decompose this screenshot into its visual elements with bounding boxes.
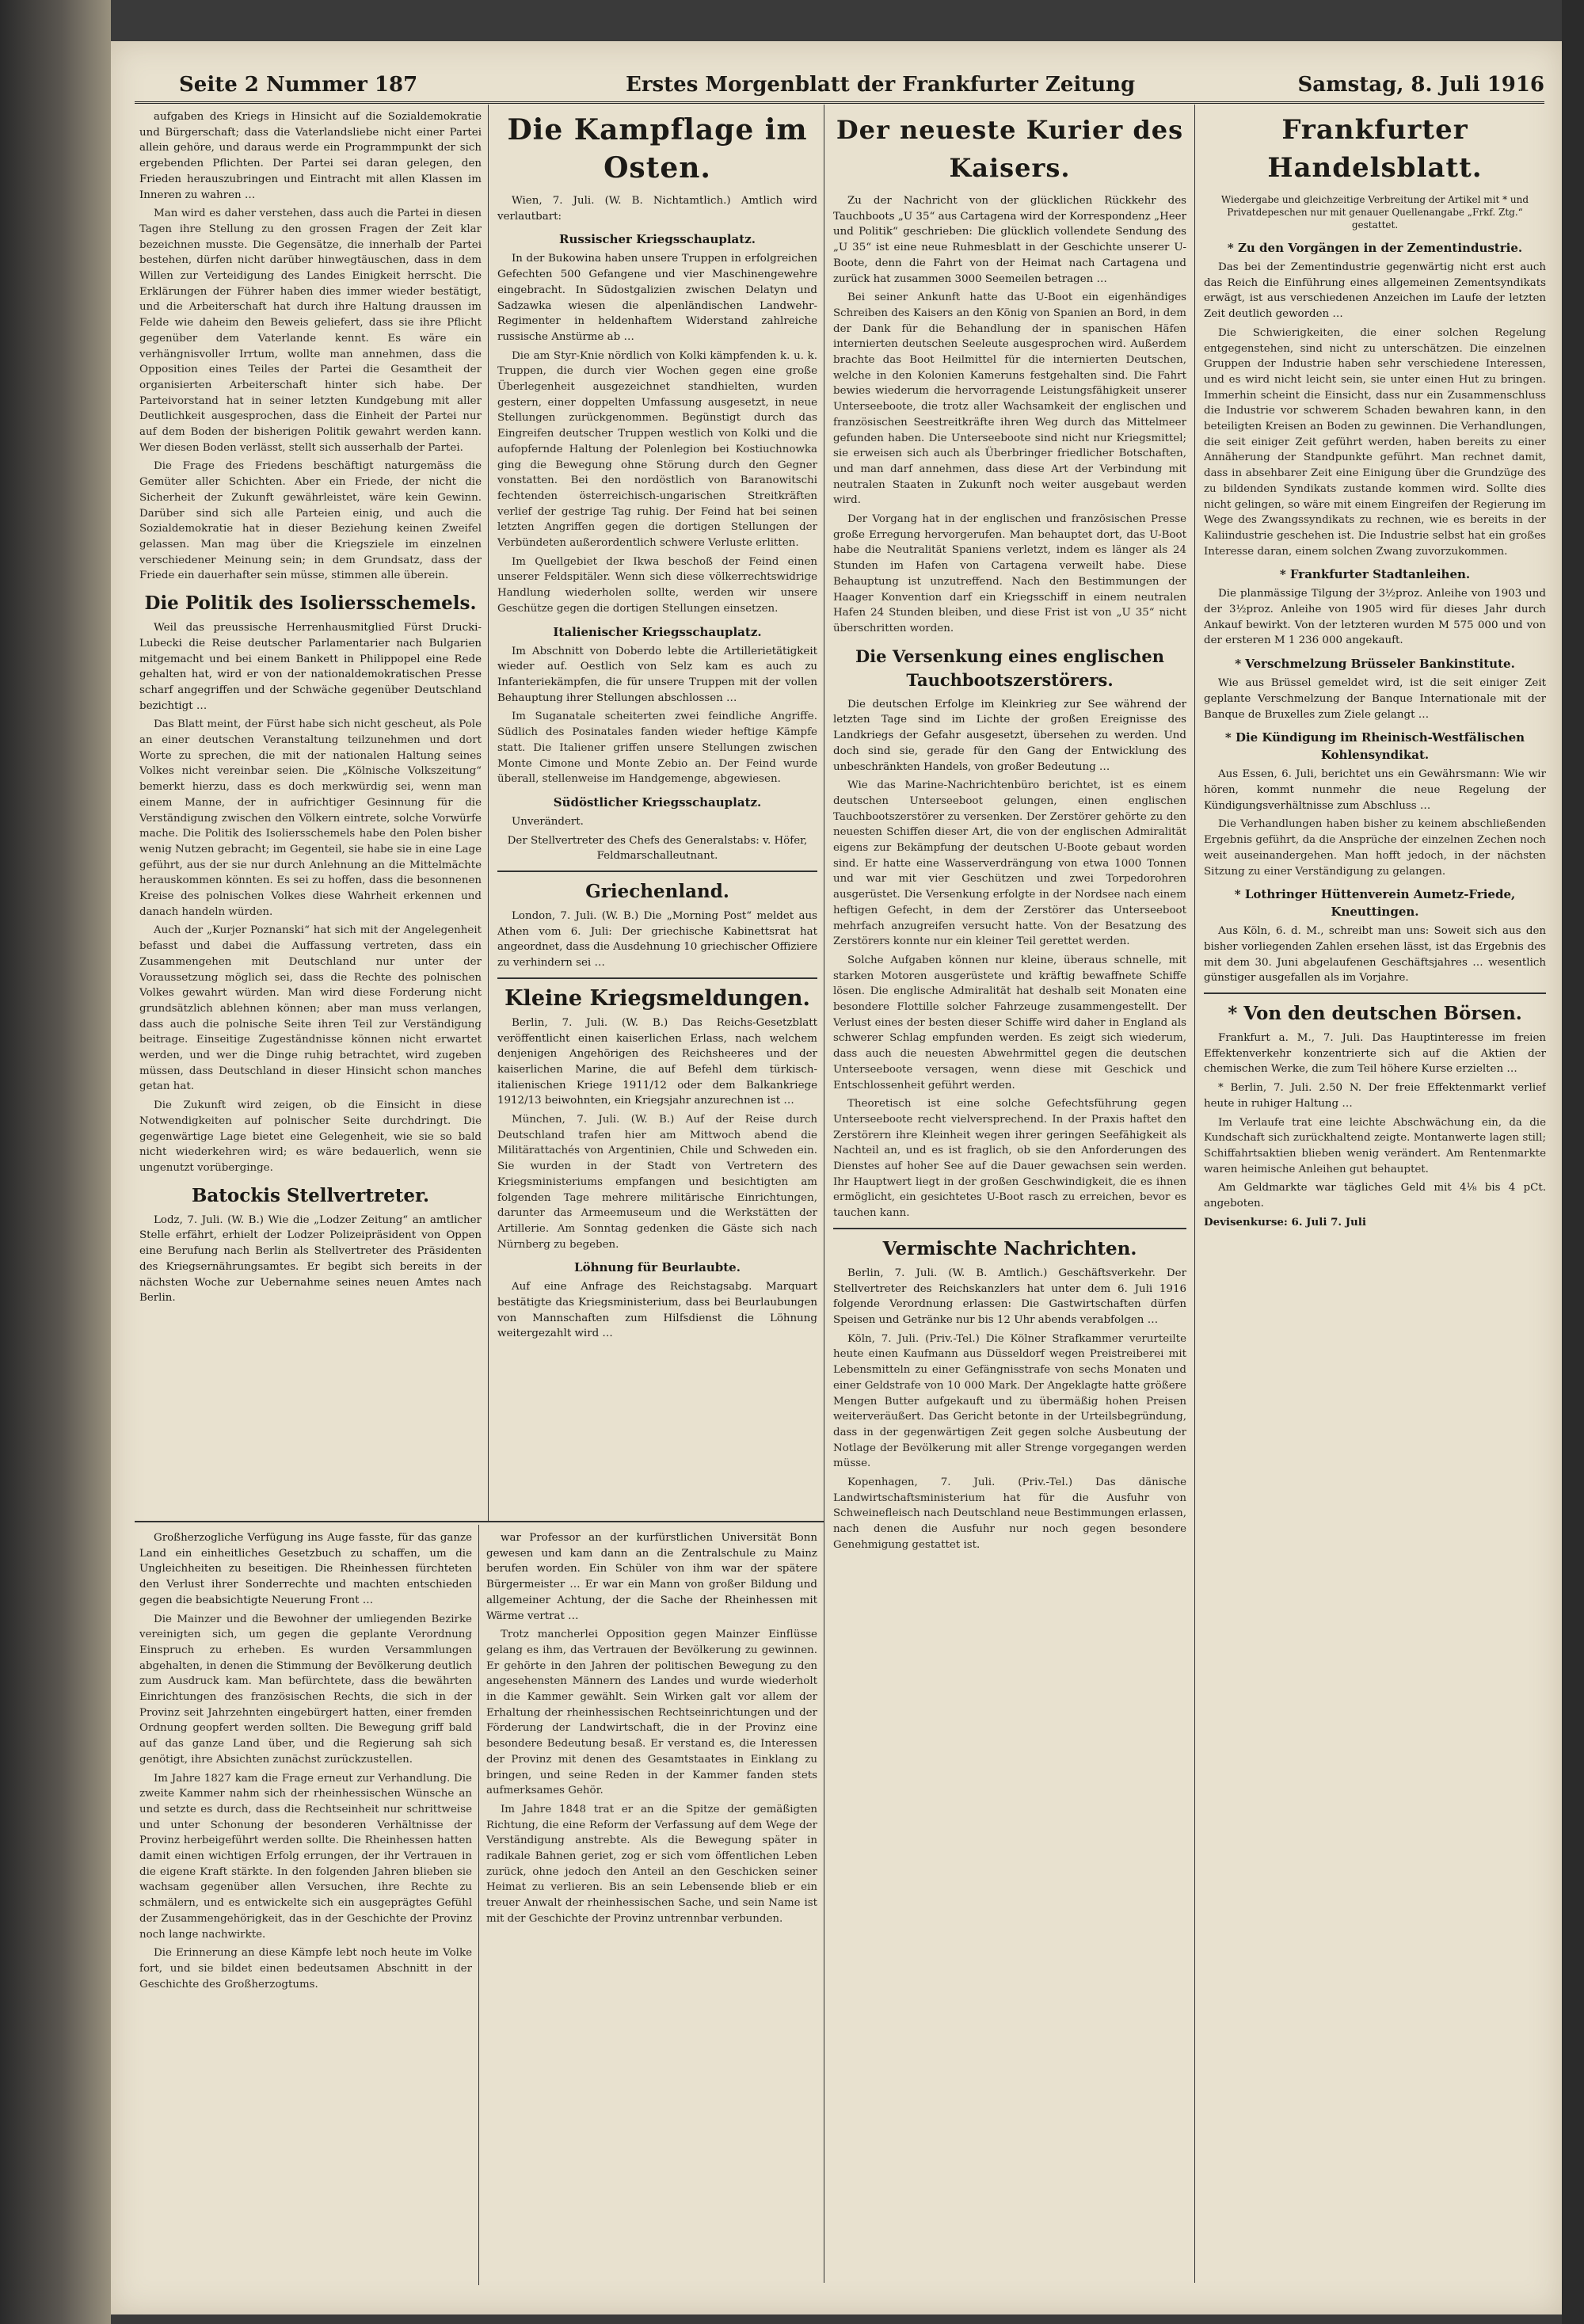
col1-filler: Das Blatt meint, der Fürst habe sich nicht gescheut, als Pole an einer deutschen Veranstaltung teilzunehmen und dort Worte zu sprechen, die mit der nationalen Haltung seines Volkes nicht vereinbar seien. Die „Kölnische Volkszeitung“ bemerkt hierzu, dass es doch merkwürdig sei, wenn man einem Manne, der in aufrichtiger Gesinnung für die Verständigung zwischen den Völkern eintrete, solche Vorwürfe mache. Die Politik des Isoliersschemels habe den Polen bisher wenig Nutzen gebracht; im Gegenteil, sie habe sie in eine Lage geführt, aus der sie nur durch Anlehnung an die Mittelmächte herauskommen könnten. Es sei zu hoffen, dass die besonnenen Kreise des polnischen Volkes diese Wahrheit erkennen und danach handeln würden. — [139, 718, 482, 918]
col3-filler: Köln, 7. Juli. (Priv.-Tel.) Die Kölner Strafkammer verurteilte heute einen Kaufmann aus Düsseldorf wegen Preistreiberei mit Lebensmitteln zu einer Gefängnisstrafe von sechs Monaten und einer Geldstrafe von 10 000 Mark. Der Angeklagte hatte größere Mengen Butter aufgekauft und zu übermäßig hohen Preisen weiterveräußert. Das Gericht betonte in der Urteilsbegründung, dass in der gegenwärtigen Zeit gegen solche Ausbeutung der Notlage der Bevölkerung mit aller Strenge vorgegangen werden müsse. — [833, 1332, 1186, 1470]
col3-section2-title: Die Versenkung eines englischen Tauchbootszerstörers. — [855, 646, 1165, 690]
col2-sub3-text: Unverändert. — [512, 815, 584, 828]
bottom-filler: Trotz mancherlei Opposition gegen Mainzer Einflüsse gelang es ihm, das Vertrauen der Bevölkerung zu gewinnen. Er gehörte in den Jahren der politischen Bewegung zu den angesehensten Männern des Landes und wurde wiederholt in die Kammer gewählt. Sein Wirken galt vor allem der Erhaltung der rheinhessischen Rechtseinrichtungen und der Förderung der Landwirtschaft, die in der Provinz eine besondere Bedeutung besaß. Er verstand es, die Interessen der Provinz mit denen des Gesamtstaates in Einklang zu bringen, und seine Reden in der Kammer fanden stets aufmerksames Gehör. — [486, 1629, 817, 1797]
col4-sec6: * Von den deutschen Börsen. — [1228, 1003, 1522, 1025]
bottom-filler: Im Jahre 1827 kam die Frage erneut zur Verhandlung. Die zweite Kammer nahm sich der rheinhessischen Wünsche an und setzte es durch, dass die Rechtseinheit nur schrittweise und unter Schonung der besonderen Verhältnisse der Provinz herbeigeführt werden sollte. Die Rheinhessen hatten damit einen wichtigen Erfolg errungen, der ihr Vertrauen in die eigene Kraft stärkte. In den folgenden Jahren blieben sie wachsam gegenüber allen Versuchen, ihre Rechte zu schmälern, und es entwickelte sich ein ausgeprägtes Gefühl der Zusammengehörigkeit, das in der Geschichte der Provinz noch lange nachwirkte. — [139, 1772, 472, 1941]
bottom-col2-text: war Professor an der kurfürstlichen Universität Bonn gewesen und kam dann an die Zentralschule zu Mainz berufen worden. Ein Schüler von ihm war der spätere Bürgermeister … Er war ein Mann von großer Bildung und allgemeiner Achtung, der die Sache der Rheinhessen mit Wärme vertrat … — [486, 1532, 817, 1622]
col3-filler: Theoretisch ist eine solche Gefechtsführung gegen Unterseeboote recht vielversprechend. In der Praxis haftet den Zerstörern ihre Kleinheit wegen ihrer geringen Seefähigkeit als Nachteil an, und es ist fraglich, ob sie den Anforderungen des Dienstes auf hoher See auf die Dauer gewachsen sein werden. Ihr Hauptwert liegt in der großen Geschwindigkeit, die es ihnen ermöglicht, ein gesichtetes U-Boot rasch zu erreichen, bevor es tauchen kann. — [833, 1098, 1186, 1220]
col4-title: Frankfurter Handelsblatt. — [1267, 114, 1483, 184]
col2-signature: Der Stellvertreter des Chefs des Generalstabs: v. Höfer, Feldmarschalleutnant. — [507, 834, 808, 863]
col3-text3: Berlin, 7. Juli. (W. B. Amtlich.) Geschäftsverkehr. Der Stellvertreter des Reichskanzlers hat unter dem 6. Juli 1916 folgende Verordnung erlassen: Die Gastwirtschaften dürfen Speisen und Getränke nur bis 12 Uhr abends verabfolgen … — [833, 1267, 1186, 1326]
right-page-edge — [1562, 0, 1584, 2324]
col1-lead-text: aufgaben des Kriegs in Hinsicht auf die Sozialdemokratie und Bürgerschaft; dass die Vaterlandsliebe nicht einer Partei allein gehöre, und daraus werde ein Programmpunkt der sich ergebenden Pflichten. Der Partei sei daran gelegen, den Frieden herauszubringen und Eintracht mit allen Klassen im Inneren zu wahren … — [139, 111, 482, 201]
col2-title: Die Kampflage im Osten. — [507, 113, 808, 185]
col2-filler: München, 7. Juli. (W. B.) Auf der Reise durch Deutschland trafen hier am Mittwoch abend die Militärattachés von Argentinien, Chile und Schweden ein. Sie wurden in der Stadt von Vertretern des Kriegsministeriums empfangen und besichtigten am folgenden Tage mehrere militärische Einrichtungen, darunter das Armeemuseum und die Werkstätten der Artillerie. Am Sonntag gedenken die Gäste sich nach Nürnberg zu begeben. — [497, 1114, 817, 1251]
col1-filler: Auch der „Kurjer Poznanski“ hat sich mit der Angelegenheit befasst und dabei die Auffassung vertreten, dass ein Zusammengehen mit Deutschland nur unter der Voraussetzung möglich sei, dass die Rechte des polnischen Volkes gewahrt würden. Man wird diese Forderung nicht grundsätzlich ablehnen können; aber man muss verlangen, dass auch die polnische Seite ihren Teil zur Verständigung beitrage. Einseitige Zugeständnisse können nicht erwartet werden, und wer die Dinge ruhig betrachtet, wird zugeben müssen, dass Deutschland in dieser Hinsicht schon manches getan hat. — [139, 924, 482, 1093]
bottom-col1-text: Großherzogliche Verfügung ins Auge fasste, für das ganze Land ein einheitliches Gesetzbuch zu schaffen, um die Ungleichheiten zu beseitigen. Die Rheinhessen fürchteten den Verlust ihrer Sonderrechte und machten entschieden gegen die beabsichtigte Neuerung Front … — [139, 1532, 472, 1606]
book-binding-edge — [0, 0, 111, 2324]
col4-sec4: * Die Kündigung im Rheinisch-Westfälischen Kohlensyndikat. — [1224, 730, 1525, 763]
col1-filler: Die Zukunft wird zeigen, ob die Einsicht in diese Notwendigkeiten auf polnischer Seite durchdringt. Die gegenwärtige Lage bietet eine Gelegenheit, wie sie so bald nicht wiederkehren wird; es wäre bedauerlich, wenn sie ungenutzt vorüberginge. — [139, 1099, 482, 1174]
col2-greece-text: London, 7. Juli. (W. B.) Die „Morning Post“ meldet aus Athen vom 6. Juli: Der griechische Kabinettsrat hat angeordnet, dass die Ausdehnung 10 griechischer Offiziere zu verhindern sei … — [497, 910, 817, 970]
col4-geld: Am Geldmarkte war tägliches Geld mit 4⅛ bis 4 pCt. angeboten. — [1204, 1182, 1546, 1210]
col2-sub1: Russischer Kriegsschauplatz. — [559, 232, 756, 247]
col3-text2: Die deutschen Erfolge im Kleinkrieg zur See während der letzten Tage sind im Lichte der großen Ereignisse des Landkriegs der Gefahr ausgesetzt, übersehen zu werden. Und doch sind sie, gerade für den Gang der Entwicklung des unbeschränkten Handels, von großer Bedeutung … — [833, 698, 1186, 773]
bottom-column-1 — [139, 1530, 472, 2279]
column-rule — [478, 1525, 479, 2285]
col3-filler: Kopenhagen, 7. Juli. (Priv.-Tel.) Das dänische Landwirtschaftsministerium hat für die Ausfuhr von Schweinefleisch nach Deutschland neue Bestimmungen erlassen, nach denen die Ausfuhr nur noch gegen besondere Genehmigung gestattet ist. — [833, 1476, 1186, 1551]
bottom-filler: Im Jahre 1848 trat er an die Spitze der gemäßigten Richtung, die eine Reform der Verfassung auf dem Wege der Verständigung anstrebte. Als die Bewegung später in radikale Bahnen geriet, zog er sich vom öffentlichen Leben zurück, ohne jedoch den Anteil an den Geschicken seiner Heimat zu verlieren. Bis an sein Lebensende blieb er ein treuer Anwalt der rheinhessischen Sache, und sein Name ist mit der Geschichte der Provinz untrennbar verbunden. — [486, 1803, 817, 1925]
col4-devisen: Devisenkurse: 6. Juli 7. Juli — [1204, 1215, 1366, 1229]
col4-sec3: * Verschmelzung Brüsseler Bankinstitute. — [1235, 657, 1515, 672]
col4-sec5: * Lothringer Hüttenverein Aumetz-Friede, Kneuttingen. — [1234, 887, 1516, 920]
col1-filler: Man wird es daher verstehen, dass auch die Partei in diesen Tagen ihre Stellung zu den grossen Fragen der Zeit klar bezeichnen musste. Die Gegensätze, die innerhalb der Partei bestehen, dürfen nicht darüber hinwegtäuschen, dass in dem Willen zur Verteidigung des Landes Einigkeit herrscht. Die Erklärungen der Führer haben dies immer wieder bestätigt, und die Arbeiterschaft hat durch ihre Haltung draussen im Felde wie daheim den Beweis geliefert, dass sie ihre Pflicht gegenüber dem Vaterlande kennt. Es wäre ein verhängnisvoller Irrtum, wollte man annehmen, dass die Opposition eines Teiles der Partei die Gesamtheit der organisierten Arbeiterschaft hinter sich habe. Der Parteivorstand hat in seiner letzten Kundgebung mit aller Deutlichkeit ausgesprochen, dass die Einheit der Partei nur auf dem Boden der bisherigen Politik gewahrt werden kann. Wer diesen Boden verlässt, stellt sich ausserhalb der Partei. — [139, 208, 482, 454]
col2-sub1-text: In der Bukowina haben unsere Truppen in erfolgreichen Gefechten 500 Gefangene und vier Maschinengewehre eingebracht. In Südostgalizien zwischen Delatyn und Sadzawka wiesen die alpenländischen Landwehr-Regimenter in heldenhaftem Widerstand zahlreiche russische Anstürme ab … — [497, 253, 817, 343]
header-date: Samstag, 8. Juli 1916 — [1297, 73, 1544, 97]
col3-section3-title: Vermischte Nachrichten. — [882, 1237, 1137, 1259]
page-header — [135, 70, 1544, 104]
col4-filler: Im Verlaufe trat eine leichte Abschwächung ein, da die Kundschaft sich zurückhaltend zeigte. Montanwerte lagen still; Schiffahrtsaktien blieben wenig verändert. Am Rentenmarkte waren heimische Anleihen gut behauptet. — [1204, 1116, 1546, 1175]
col2-section-news: Kleine Kriegsmeldungen. — [505, 985, 810, 1011]
col4-sec2-text: Die planmässige Tilgung der 3½proz. Anleihe von 1903 und der 3½proz. Anleihe von 1905 wird für dieses Jahr durch Ankauf bewirkt. Von der letzteren wurden M 575 000 und von der ersteren M 1 236 000 angekauft. — [1204, 588, 1546, 647]
column-4 — [1204, 109, 1546, 2280]
col4-sec4-text: Aus Essen, 6. Juli, berichtet uns ein Gewährsmann: Wie wir hören, kommt nunmehr die neue Regelung der Kündigungsverhältnisse zum Abschluss … — [1204, 768, 1546, 812]
col4-sec1: * Zu den Vorgängen in der Zementindustrie. — [1227, 241, 1523, 255]
col1-section1-text: Weil das preussische Herrenhausmitglied Fürst Drucki-Lubecki die Reise deutscher Parlamentarier nach Bulgarien mitgemacht und bei einem Bankett in Philippopel eine Rede gehalten hat, wird er von der nationaldemokratischen Presse scharf angegriffen und der Schwäche gegenüber Deutschland bezichtigt … — [139, 622, 482, 712]
col4-sec2: * Frankfurter Stadtanleihen. — [1279, 567, 1471, 582]
col3-filler: Bei seiner Ankunft hatte das U-Boot ein eigenhändiges Schreiben des Kaisers an den König von Spanien an Bord, in dem der Dank für die Behandlung der in spanischen Häfen internierten deutschen Seeleute ausgesprochen wird. Außerdem brachte das Boot Heilmittel für die internierten Deutschen, welche in den Kolonien Kameruns festgehalten sind. Die Fahrt bewies wiederum die hervorragende Leistungsfähigkeit unserer Unterseeboote, die trotz aller Wachsamkeit der englischen und französischen Seestreitkräfte ihren Weg durch das Mittelmeer gefunden haben. Die Unterseeboote sind nicht nur Kriegsmittel; sie erweisen sich auch als Überbringer friedlicher Botschaften, und man darf annehmen, dass diese Art der Verbindung mit neutralen Staaten in Zukunft noch weiter ausgebaut werden wird. — [833, 291, 1186, 507]
col2-sub3: Südöstlicher Kriegsschauplatz. — [553, 794, 762, 810]
col2-news-text: Berlin, 7. Juli. (W. B.) Das Reichs-Gesetzblatt veröffentlicht einen kaiserlichen Erlass, nach welchem denjenigen Angehörigen des Reichsheeres und der kaiserlichen Marine, die auf Befehl dem türkisch-italienischen Kriege 1911/12 oder dem Balkankriege 1912/13 beiwohnten, ein Kriegsjahr anzurechnen ist … — [497, 1016, 817, 1107]
col1-section1-title: Die Politik des Isoliersschemels. — [144, 592, 477, 615]
bottom-column-2 — [486, 1530, 817, 2279]
col2-section-wage: Löhnung für Beurlaubte. — [574, 1260, 741, 1275]
column-3 — [833, 109, 1186, 2280]
col2-separator — [497, 977, 817, 979]
col4-filler: Die Schwierigkeiten, die einer solchen Regelung entgegenstehen, sind nicht zu unterschätzen. Die einzelnen Gruppen der Industrie haben sehr verschiedene Interessen, und es wird nicht leicht sein, sie unter einen Hut zu bringen. Immerhin scheint die Einsicht, dass nur ein Zusammenschluss die Industrie vor schwerem Schaden bewahren kann, in den beteiligten Kreisen an Boden zu gewinnen. Die Verhandlungen, die seit einiger Zeit geführt werden, haben bereits zu einer Annäherung der Standpunkte geführt. Man rechnet damit, dass in absehbarer Zeit eine Einigung über die Grundzüge des zu bildenden Syndikats zustande kommen wird. Sollte dies nicht gelingen, so wäre mit einem Eingreifen der Regierung im Wege des Zwangssyndikats zu rechnen, wie es bereits in der Kaliindustrie geschehen ist. Die Industrie selbst hat ein großes Interesse daran, einem solchen Zwang zuvorzukommen. — [1204, 326, 1546, 558]
col2-sub2-text: Im Abschnitt von Doberdo lebte die Artillerietätigkeit wieder auf. Oestlich von Selz kam es auch zu Infanteriekämpfen, die für unsere Truppen mit der vollen Behauptung ihrer Stellungen abschlossen … — [497, 645, 817, 704]
col2-section-greece: Griechenland. — [585, 881, 729, 903]
col2-intro: Wien, 7. Juli. (W. B. Nichtamtlich.) Amtlich wird verlautbart: — [497, 195, 817, 223]
col3-separator — [833, 1228, 1186, 1229]
header-page-number: Seite 2 Nummer 187 — [179, 73, 418, 97]
col4-sec5-text: Aus Köln, 6. d. M., schreibt man uns: Soweit sich aus den bisher vorliegenden Zahlen ersehen lässt, ist das Ergebnis des mit dem 30. Juni abgelaufenen Geschäftsjahres … wesentlich günstiger ausgefallen als im Vorjahre. — [1204, 925, 1546, 985]
col3-filler: Der Vorgang hat in der englischen und französischen Presse große Erregung hervorgerufen. Man behauptet dort, das U-Boot habe die Neutralität Spaniens verletzt, indem es länger als 24 Stunden im Hafen von Cartagena verweilt habe. Diese Behauptung ist unzutreffend. Nach den Bestimmungen der Haager Konvention darf ein Kriegsschiff in einem neutralen Hafen 24 Stunden bleiben, und diese Frist ist von „U 35“ nicht überschritten worden. — [833, 513, 1186, 634]
bottom-filler: Die Mainzer und die Bewohner der umliegenden Bezirke vereinigten sich, um gegen die geplante Verordnung Einspruch zu erheben. Es wurden Versammlungen abgehalten, in denen die Stimmung der Bevölkerung deutlich zum Ausdruck kam. Man befürchtete, dass die bewährten Einrichtungen des französischen Rechts, die sich in der Provinz seit Jahrzehnten eingebürgert hatten, einer fremden Ordnung geopfert werden sollten. Die Bewegung griff bald auf das ganze Land über, und die Regierung sah sich genötigt, ihre Absichten zunächst zurückzustellen. — [139, 1613, 472, 1766]
col3-text1: Zu der Nachricht von der glücklichen Rückkehr des Tauchboots „U 35“ aus Cartagena wird der Korrespondenz „Heer und Politik“ geschrieben: Die glücklich vollendete Sendung des „U 35“ ist eine neue Ruhmesblatt in der Geschichte unserer U-Boote, denn die Fahrt von der Heimat nach Cartagena und zurück hat zusammen 3000 Seemeilen betragen … — [833, 195, 1186, 285]
col2-filler: Die am Styr-Knie nördlich von Kolki kämpfenden k. u. k. Truppen, die durch vier Wochen gegen eine große Überlegenheit ausgezeichnet standhielten, wurden gestern, einer doppelten Umfassung ausgesetzt, in neue Stellungen zurückgenommen. Begünstigt durch das Eingreifen deutscher Truppen westlich von Kolki und die aufopfernde Haltung der Polenlegion bei Kostiuchnowka ging die Bewegung ohne Störung durch den Gegner vonstatten. Bei den nordöstlich von Baranowitschi fechtenden österreichisch-ungarischen Streitkräften verlief der gestrige Tag ruhig. Der Feind hat bei seinen letzten Angriffen gegen die dortigen Stellungen der Verbündeten außerordentlich schwere Verluste erlitten. — [497, 349, 817, 550]
col3-filler: Solche Aufgaben können nur kleine, überaus schnelle, mit starken Motoren ausgerüstete und kräftig bewaffnete Schiffe lösen. Die englische Admiralität hat deshalb seit Monaten eine besondere Flottille solcher Fahrzeuge zusammengestellt. Der Verlust eines der besten dieser Schiffe wird daher in England als schwerer Schlag empfunden werden. Es zeigt sich wiederum, dass auch die neuesten Abwehrmittel gegen die deutschen Unterseeboote versagen, wenn diese mit Geschick und Entschlossenheit geführt werden. — [833, 954, 1186, 1092]
col1-section2-title: Batockis Stellvertreter. — [191, 1184, 430, 1206]
col4-sec1-text: Das bei der Zementindustrie gegenwärtig nicht erst auch das Reich die Einführung eines allgemeinen Zementsyndikats erwägt, ist aus verschiedenen Anzeichen im Laufe der letzten Zeit deutlich geworden … — [1204, 261, 1546, 321]
col4-note: Wiedergabe und gleichzeitige Verbreitung der Artikel mit * und Privatdepeschen nur mit genauer Quellenangabe „Frkf. Ztg.“ gestattet. — [1220, 194, 1529, 230]
col2-separator — [497, 871, 817, 872]
col4-filler: Die Verhandlungen haben bisher zu keinem abschließenden Ergebnis geführt, da die Ansprüche der einzelnen Zechen noch weit auseinandergehen. Man hofft jedoch, in der nächsten Sitzung zu einer Verständigung zu gelangen. — [1204, 818, 1546, 878]
col4-sec6-text: Frankfurt a. M., 7. Juli. Das Hauptinteresse im freien Effektenverkehr konzentrierte sich auf die Aktien der chemischen Werke, die zum Teil höhere Kurse erzielten … — [1204, 1032, 1546, 1076]
column-2 — [497, 109, 817, 1515]
col4-separator — [1204, 992, 1546, 994]
col1-section2-text: Lodz, 7. Juli. (W. B.) Wie die „Lodzer Zeitung“ an amtlicher Stelle erfährt, erhielt der Lodzer Polizeipräsident von Oppen eine Berufung nach Berlin als Stellvertreter des Präsidenten des Kriegsernährungsamtes. Er begibt sich bereits in der nächsten Woche zur Uebernahme seines neuen Amtes nach Berlin. — [139, 1213, 482, 1305]
horizontal-rule — [135, 1521, 824, 1522]
col2-filler: Im Quellgebiet der Ikwa beschoß der Feind einen unserer Feldspitäler. Wenn sich diese völkerrechtswidrige Handlung wiederholen sollte, werden wir unsere Geschütze gegen die dortigen Stellungen einsetzen. — [497, 555, 817, 615]
col4-sec3-text: Wie aus Brüssel gemeldet wird, ist die seit einiger Zeit geplante Verschmelzung der Banque Internationale mit der Banque de Bruxelles zum Ziele gelangt … — [1204, 677, 1546, 721]
col3-filler: Wie das Marine-Nachrichtenbüro berichtet, ist es einem deutschen Unterseeboot gelungen, einen englischen Tauchbootszerstörer zu versenken. Der Zerstörer gehörte zu den neuesten Schiffen dieser Art, die von der englischen Admiralität eigens zur Bekämpfung der deutschen U-Boote gebaut worden sind. Er hatte eine Wasserverdrängung von etwa 1000 Tonnen und war mit vier Geschützen und zwei Torpedorohren ausgerüstet. Die Versenkung erfolgte in der Nordsee nach einem heftigen Gefecht, in dem der Zerstörer das Unterseeboot mehrfach anzugreifen versucht hatte. Von der Besatzung des Zerstörers konnte nur ein kleiner Teil gerettet werden. — [833, 779, 1186, 948]
column-1 — [139, 109, 482, 1515]
col2-filler: Im Suganatale scheiterten zwei feindliche Angriffe. Südlich des Posinatales fanden wieder heftige Kämpfe statt. Die Italiener griffen unsere Stellungen zwischen Monte Cimone und Monte Zebio an. Der Feind wurde überall, stellenweise im Handgemenge, abgewiesen. — [497, 711, 817, 786]
col2-sub2: Italienischer Kriegsschauplatz. — [553, 624, 762, 639]
col1-filler: Die Frage des Friedens beschäftigt naturgemäss die Gemüter aller Schichten. Aber ein Friede, der nicht die Sicherheit der Zukunft gewährleistet, wäre kein Gewinn. Darüber sind sich alle Parteien einig, und auch die Sozialdemokratie hat in dieser Beziehung keinen Zweifel gelassen. Man mag über die Kriegsziele im einzelnen verschiedener Meinung sein; in dem Grundsatz, dass der Friede ein dauerhafter sein müsse, stimmen alle überein. — [139, 460, 482, 582]
header-masthead: Erstes Morgenblatt der Frankfurter Zeitung — [626, 73, 1136, 97]
column-rule — [488, 105, 489, 1522]
col4-berlin: * Berlin, 7. Juli. 2.50 N. Der freie Effektenmarkt verlief heute in ruhiger Haltung … — [1204, 1082, 1546, 1110]
column-rule — [1194, 105, 1195, 2283]
bottom-filler: Die Erinnerung an diese Kämpfe lebt noch heute im Volke fort, und sie bildet einen bedeutsamen Abschnitt in der Geschichte des Großherzogtums. — [139, 1947, 472, 1991]
col2-wage-text: Auf eine Anfrage des Reichstagsabg. Marquart bestätigte das Kriegsministerium, dass bei Beurlaubungen von Mannschaften zum Hilfsdienst die Löhnung weitergezahlt wird … — [497, 1281, 817, 1340]
col3-title: Der neueste Kurier des Kaisers. — [836, 115, 1184, 183]
